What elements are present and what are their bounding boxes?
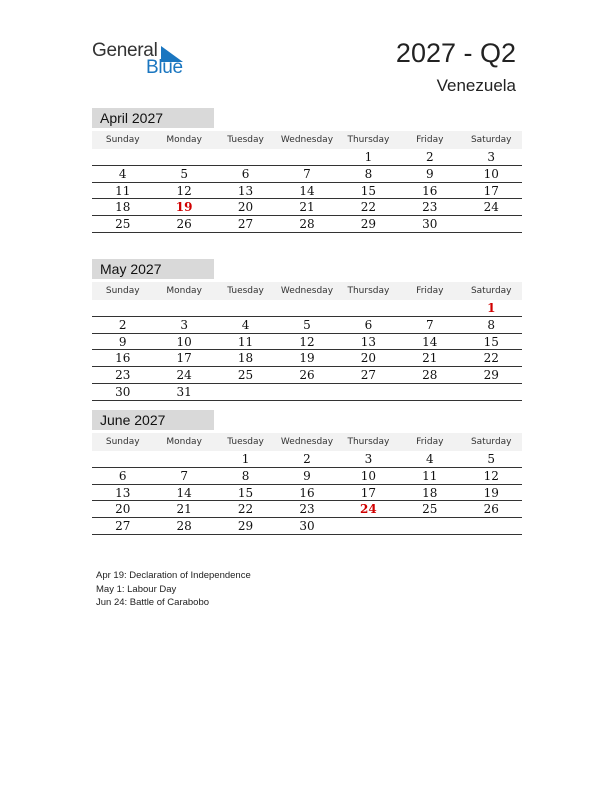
holiday-note: May 1: Labour Day	[96, 583, 177, 595]
week-row	[92, 149, 522, 166]
day-cell: 5	[487, 452, 496, 466]
weekday-label: Friday	[416, 286, 444, 296]
day-cell: 7	[303, 166, 311, 181]
day-cell: 10	[483, 166, 499, 181]
day-cell: 3	[364, 452, 373, 466]
day-cell	[92, 451, 153, 467]
day-cell: 16	[299, 485, 315, 500]
weekday-label: Wednesday	[280, 135, 334, 145]
day-cell: 21	[422, 351, 438, 366]
day-cell: 29	[360, 217, 377, 231]
weekday-label: Saturday	[470, 135, 512, 145]
day-cell: 12	[176, 183, 192, 198]
month-title: April 2027	[92, 108, 214, 128]
day-cell: 4	[118, 166, 127, 181]
weekday-header-row	[92, 282, 522, 300]
week-row	[92, 216, 522, 233]
day-cell: 1	[241, 452, 250, 466]
weekday-label: Monday	[166, 286, 202, 296]
day-cell: 8	[364, 166, 373, 181]
day-cell	[276, 384, 337, 400]
day-cell: 7	[180, 468, 188, 483]
day-cell: 17	[483, 183, 499, 198]
day-cell: 19	[483, 485, 499, 500]
day-cell: 11	[115, 183, 131, 198]
day-cell: 22	[483, 351, 499, 366]
day-cell: 19	[299, 351, 315, 366]
day-cell: 10	[360, 468, 377, 483]
day-cell: 31	[176, 384, 192, 399]
day-cell: 16	[422, 183, 438, 198]
day-cell: 14	[299, 183, 315, 198]
holiday-date: 19	[175, 200, 193, 215]
day-cell	[461, 518, 522, 534]
weekday-label: Wednesday	[280, 437, 334, 447]
weekday-label: Friday	[416, 135, 444, 145]
week-row	[92, 166, 522, 183]
day-cell: 18	[422, 485, 438, 500]
day-cell	[461, 384, 522, 400]
day-cell: 9	[303, 468, 311, 483]
day-cell: 26	[483, 502, 499, 517]
day-cell: 14	[176, 485, 192, 500]
weekday-label: Monday	[166, 135, 202, 145]
day-cell: 10	[176, 334, 192, 349]
day-cell: 29	[237, 519, 254, 533]
day-cell	[276, 149, 337, 165]
day-cell: 23	[115, 368, 131, 382]
day-cell: 30	[422, 217, 438, 231]
day-cell: 20	[360, 351, 377, 366]
day-cell: 21	[299, 200, 315, 215]
day-cell: 17	[176, 351, 192, 366]
day-cell: 29	[483, 368, 499, 382]
day-cell	[153, 300, 214, 316]
week-row	[92, 334, 522, 351]
week-row	[92, 518, 522, 535]
logo-general-text: General	[92, 40, 158, 61]
day-cell: 27	[115, 519, 131, 533]
weekday-label: Friday	[416, 437, 444, 447]
day-cell	[153, 451, 214, 467]
day-cell: 21	[176, 502, 192, 517]
day-cell	[461, 216, 522, 232]
day-cell: 13	[237, 183, 254, 198]
day-cell: 25	[115, 217, 131, 231]
day-cell	[215, 149, 276, 165]
holiday-note: Apr 19: Declaration of Independence	[96, 570, 251, 581]
day-cell	[276, 300, 337, 316]
month-april	[92, 108, 522, 233]
day-cell: 28	[299, 217, 315, 231]
day-cell: 18	[115, 200, 131, 215]
weekday-label: Sunday	[105, 135, 140, 145]
weekday-label: Monday	[166, 437, 202, 447]
page-title: 2027 - Q2	[395, 38, 516, 68]
day-cell: 30	[299, 519, 315, 533]
logo	[92, 40, 192, 80]
day-cell: 11	[237, 334, 254, 349]
day-cell: 13	[115, 485, 131, 500]
day-cell: 6	[241, 166, 250, 181]
day-cell	[338, 518, 399, 534]
day-cell: 9	[118, 334, 127, 349]
day-cell	[92, 149, 153, 165]
week-row	[92, 183, 522, 200]
day-cell	[399, 384, 460, 400]
weekday-label: Tuesday	[227, 135, 264, 145]
day-cell: 8	[487, 317, 496, 332]
holiday-date: 24	[360, 502, 377, 517]
day-cell: 28	[422, 368, 438, 382]
day-cell: 2	[303, 452, 311, 466]
month-june	[92, 410, 522, 535]
day-cell: 26	[176, 217, 192, 231]
week-row	[92, 384, 522, 401]
day-cell: 4	[241, 317, 250, 332]
week-row	[92, 468, 522, 485]
day-cell: 12	[483, 468, 499, 483]
country-name: Venezuela	[436, 76, 516, 95]
day-cell: 8	[241, 468, 250, 483]
week-row	[92, 367, 522, 384]
day-cell: 7	[426, 317, 434, 332]
weekday-label: Thursday	[347, 286, 390, 296]
weekday-header-row	[92, 131, 522, 149]
day-cell: 25	[237, 368, 254, 382]
weekday-label: Thursday	[347, 135, 390, 145]
day-cell	[399, 300, 460, 316]
logo-blue-text: Blue	[146, 57, 183, 78]
day-cell: 20	[115, 502, 131, 517]
day-cell: 27	[360, 368, 377, 382]
day-cell: 24	[483, 200, 499, 215]
day-cell: 22	[360, 200, 377, 215]
day-cell: 15	[483, 334, 499, 349]
day-cell: 2	[118, 317, 127, 332]
week-row	[92, 451, 522, 468]
weekday-label: Thursday	[347, 437, 390, 447]
day-cell: 15	[237, 485, 254, 500]
day-cell: 24	[176, 368, 192, 382]
day-cell: 16	[115, 351, 131, 366]
day-cell: 2	[426, 150, 434, 164]
day-cell: 23	[422, 200, 438, 215]
day-cell: 13	[360, 334, 377, 349]
day-cell: 6	[364, 317, 373, 332]
week-row	[92, 501, 522, 518]
holiday-note: Jun 24: Battle of Carabobo	[96, 597, 210, 608]
day-cell: 17	[360, 485, 377, 500]
day-cell: 3	[180, 317, 188, 332]
day-cell	[215, 300, 276, 316]
week-row	[92, 300, 522, 317]
weekday-label: Tuesday	[227, 437, 264, 447]
month-title: June 2027	[92, 410, 214, 430]
month-may	[92, 259, 522, 401]
day-cell: 6	[118, 468, 127, 483]
day-cell: 22	[237, 502, 254, 517]
week-row	[92, 199, 522, 216]
holiday-notes	[96, 569, 251, 610]
day-cell	[153, 149, 214, 165]
weekday-label: Sunday	[105, 437, 140, 447]
day-cell: 11	[422, 468, 438, 483]
weekday-label: Wednesday	[280, 286, 334, 296]
day-cell: 4	[426, 452, 434, 466]
day-cell: 12	[299, 334, 315, 349]
weekday-label: Saturday	[470, 286, 512, 296]
weekday-label: Sunday	[105, 286, 140, 296]
day-cell: 25	[422, 502, 438, 517]
weekday-label: Tuesday	[227, 286, 264, 296]
day-cell	[338, 300, 399, 316]
day-cell: 28	[176, 519, 192, 533]
month-title: May 2027	[92, 259, 214, 279]
day-cell: 20	[237, 200, 254, 215]
day-cell	[399, 518, 460, 534]
week-row	[92, 317, 522, 334]
holiday-date: 1	[487, 301, 496, 315]
day-cell: 5	[180, 166, 188, 181]
week-row	[92, 485, 522, 502]
day-cell: 23	[299, 502, 315, 517]
day-cell: 27	[237, 217, 254, 231]
day-cell: 3	[487, 150, 496, 164]
day-cell: 9	[426, 166, 434, 181]
day-cell: 30	[115, 384, 131, 399]
day-cell	[215, 384, 276, 400]
day-cell: 15	[360, 183, 377, 198]
weekday-label: Saturday	[470, 437, 512, 447]
day-cell: 5	[303, 317, 311, 332]
week-row	[92, 350, 522, 367]
day-cell: 26	[299, 368, 315, 382]
weekday-header-row	[92, 433, 522, 451]
day-cell	[92, 300, 153, 316]
day-cell	[338, 384, 399, 400]
day-cell: 1	[364, 150, 373, 164]
day-cell: 14	[422, 334, 438, 349]
day-cell: 18	[237, 351, 254, 366]
